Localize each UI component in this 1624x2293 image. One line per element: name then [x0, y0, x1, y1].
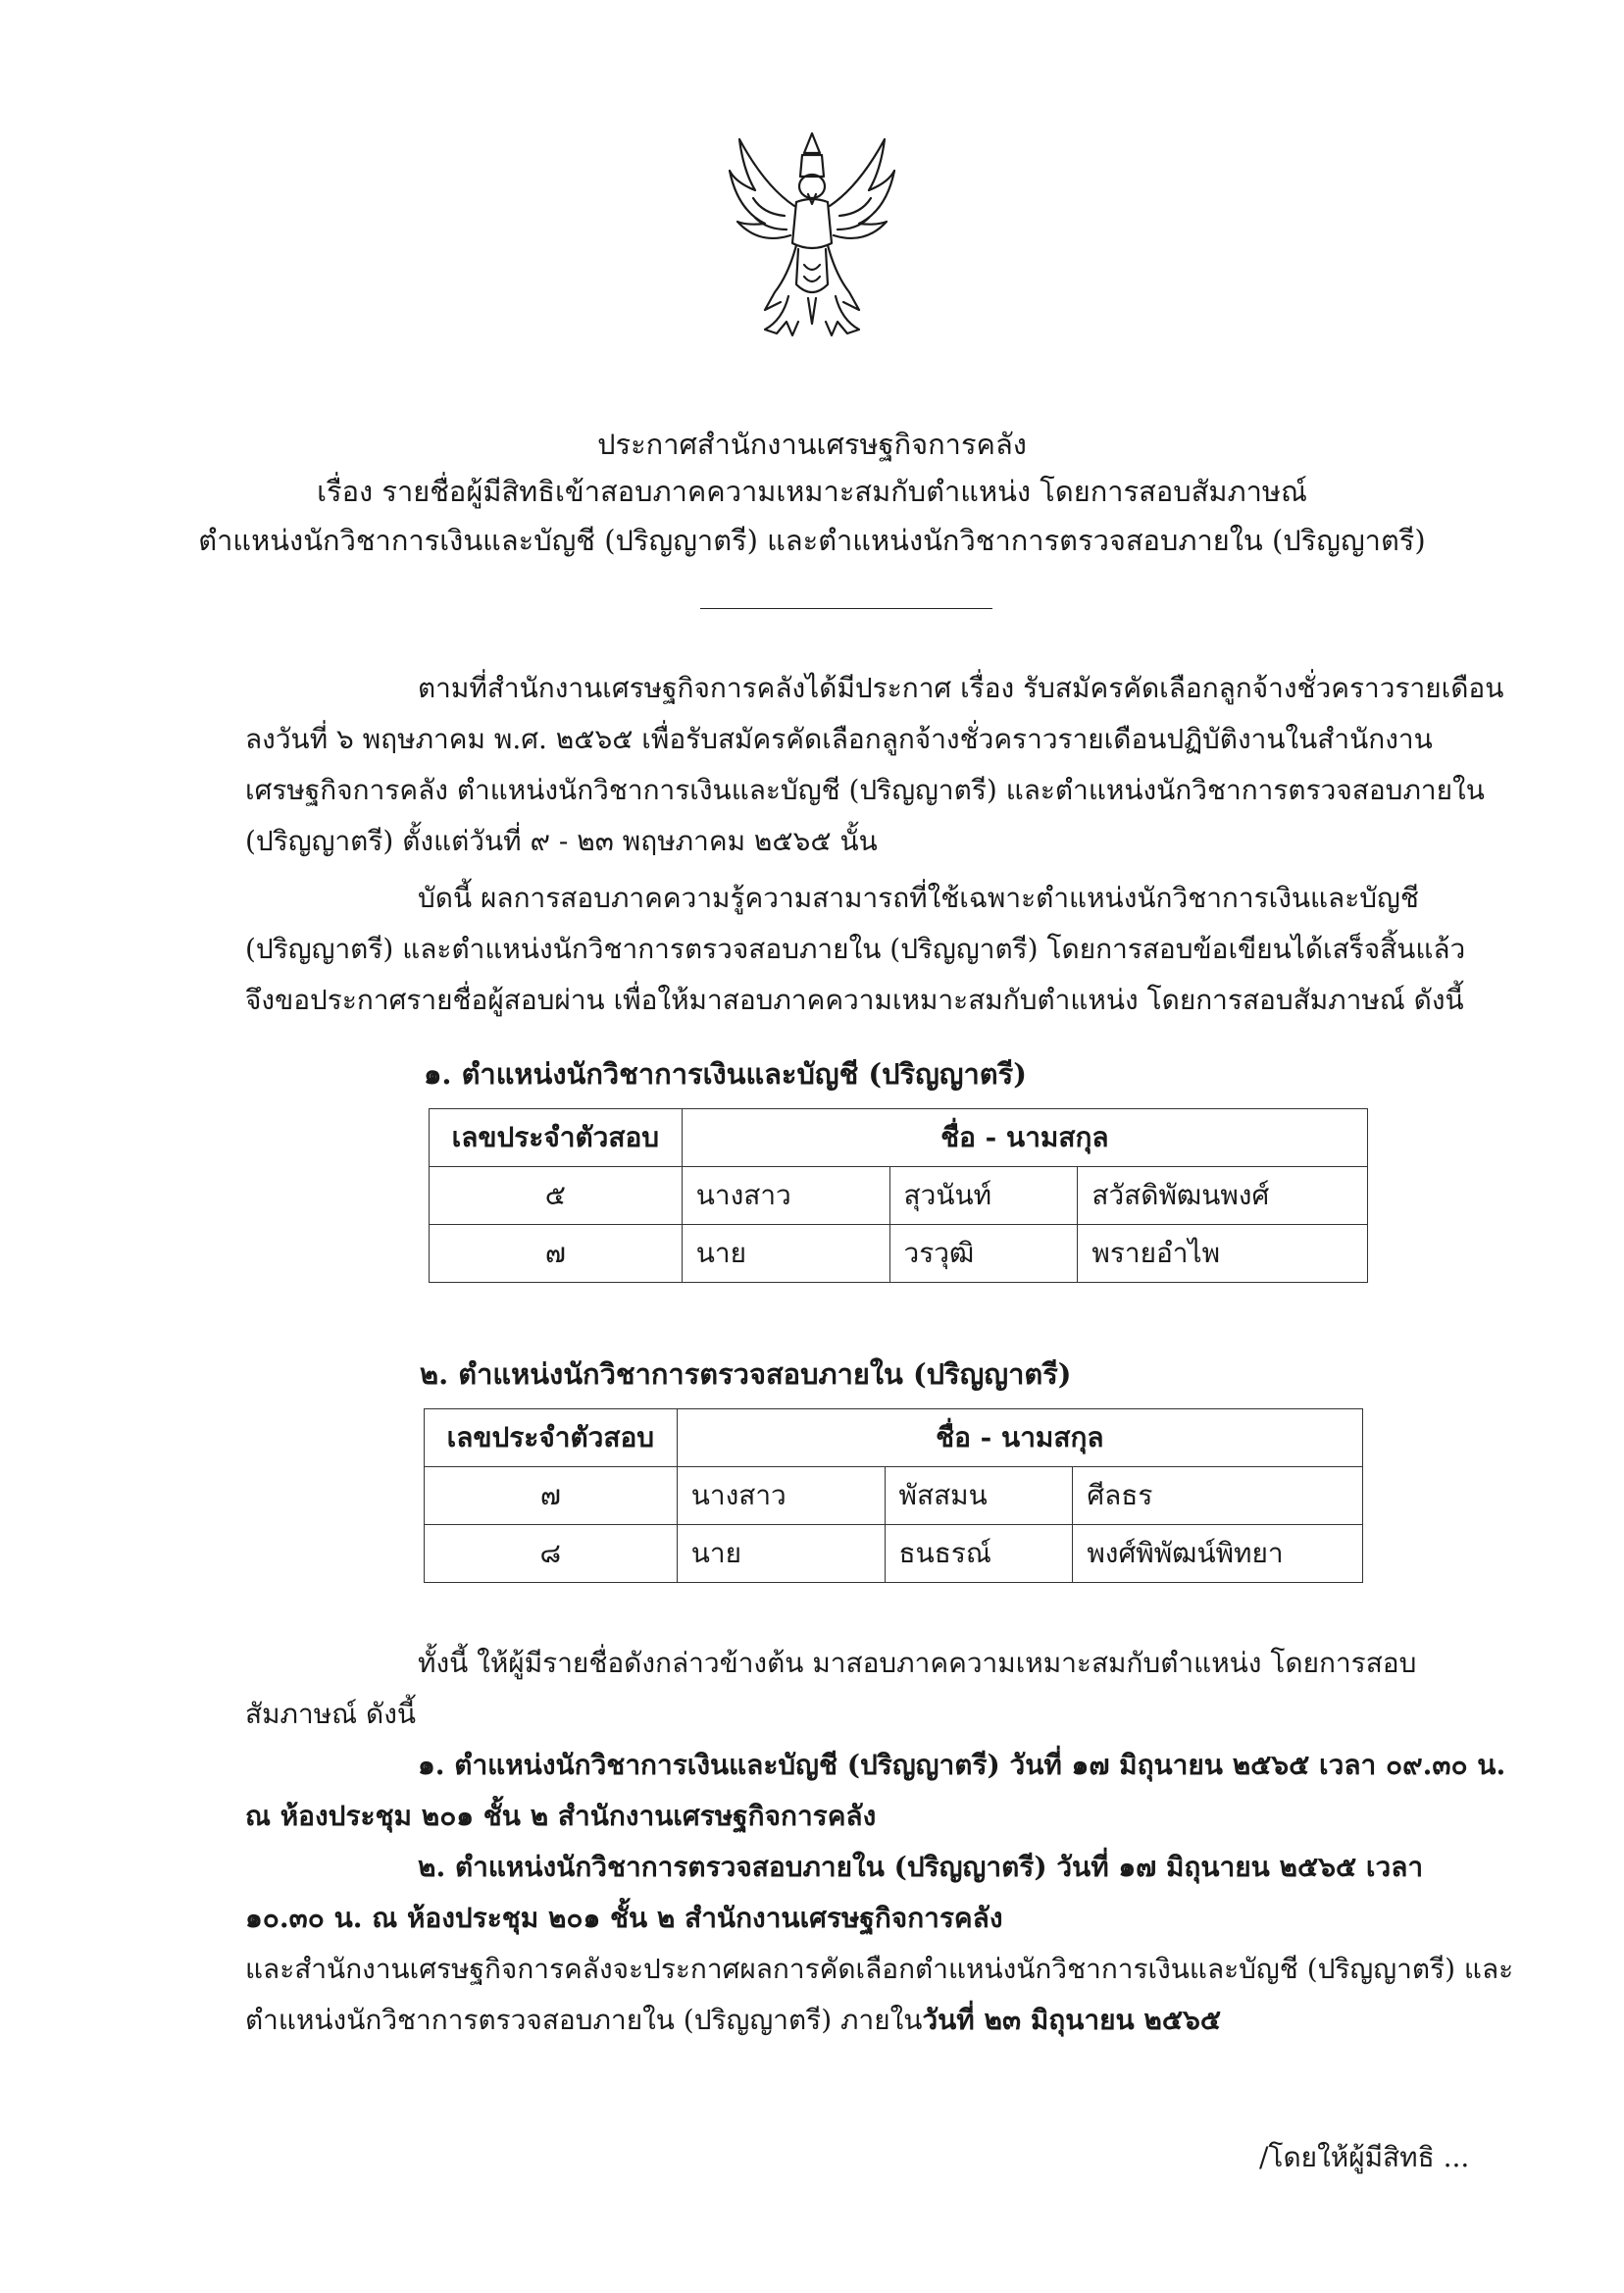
schedule-item-finance: ๑. ตำแหน่งนักวิชาการเงินและบัญชี (ปริญญาตรี) วันที่ ๑๗ มิถุนายน ๒๕๖๕ เวลา ๐๙.๓๐ น.: [418, 1749, 1506, 1781]
candidate-table-audit: [424, 1408, 1363, 1583]
announcement-title: ประกาศสำนักงานเศรษฐกิจการคลัง: [597, 428, 1027, 461]
page-continuation: /โดยให้ผู้มีสิทธิ ...: [1259, 2141, 1470, 2173]
exam-id-cell: ๗: [425, 1467, 678, 1525]
exam-id-cell: ๕: [430, 1167, 683, 1225]
prefix-cell: นาย: [682, 1225, 889, 1283]
exam-id-cell: ๗: [430, 1225, 683, 1283]
table-row: [425, 1467, 1363, 1525]
result-line: จึงขอประกาศรายชื่อผู้สอบผ่าน เพื่อให้มาสอบภาคความเหมาะสมกับตำแหน่ง โดยการสอบสัมภาษณ์ ดังนี้: [245, 984, 1464, 1016]
table-row: [430, 1167, 1368, 1225]
first-name-cell: สุวนันท์: [889, 1167, 1078, 1225]
intro-line: ตามที่สำนักงานเศรษฐกิจการคลังได้มีประกาศ เรื่อง รับสมัครคัดเลือกลูกจ้างชั่วคราวรายเดือน: [418, 672, 1504, 704]
last-name-cell: สวัสดิพัฒนพงศ์: [1078, 1167, 1368, 1225]
exam-id-cell: ๘: [425, 1525, 678, 1583]
prefix-cell: นาย: [677, 1525, 885, 1583]
table-row: [425, 1525, 1363, 1583]
closing-line: และสำนักงานเศรษฐกิจการคลังจะประกาศผลการคัดเลือกตำแหน่งนักวิชาการเงินและบัญชี (ปริญญาตรี) และ: [245, 1953, 1514, 1985]
section-heading-finance: ๑. ตำแหน่งนักวิชาการเงินและบัญชี (ปริญญาตรี): [424, 1057, 1027, 1091]
closing-text: ตำแหน่งนักวิชาการตรวจสอบภายใน (ปริญญาตรี) ภายใน: [245, 2004, 923, 2036]
column-header-exam-id: เลขประจำตัวสอบ: [430, 1109, 683, 1167]
column-header-full-name: ชื่อ - นามสกุล: [682, 1109, 1367, 1167]
last-name-cell: ศีลธร: [1073, 1467, 1363, 1525]
prefix-cell: นางสาว: [677, 1467, 885, 1525]
column-header-full-name: ชื่อ - นามสกุล: [677, 1409, 1362, 1467]
first-name-cell: ธนธรณ์: [885, 1525, 1073, 1583]
table-header-row: [430, 1109, 1368, 1167]
schedule-line: สัมภาษณ์ ดังนี้: [245, 1698, 417, 1730]
schedule-line: ทั้งนี้ ให้ผู้มีรายชื่อดังกล่าวข้างต้น มาสอบภาคความเหมาะสมกับตำแหน่ง โดยการสอบ: [418, 1647, 1417, 1679]
prefix-cell: นางสาว: [682, 1167, 889, 1225]
garuda-emblem-icon: [726, 127, 898, 343]
last-name-cell: พงศ์พิพัฒน์พิทยา: [1073, 1525, 1363, 1583]
result-paragraph: [245, 873, 1466, 1026]
first-name-cell: พัสสมน: [885, 1467, 1073, 1525]
closing-line: [245, 1995, 1461, 2046]
announcement-positions: ตำแหน่งนักวิชาการเงินและบัญชี (ปริญญาตรี) และตำแหน่งนักวิชาการตรวจสอบภายใน (ปริญญาตรี): [198, 524, 1426, 557]
result-line: บัดนี้ ผลการสอบภาคความรู้ความสามารถที่ใช้เฉพาะตำแหน่งนักวิชาการเงินและบัญชี: [418, 882, 1419, 914]
last-name-cell: พรายอำไพ: [1078, 1225, 1368, 1283]
intro-line: เศรษฐกิจการคลัง ตำแหน่งนักวิชาการเงินและบัญชี (ปริญญาตรี) และตำแหน่งนักวิชาการตรวจสอบภายใน: [245, 774, 1485, 806]
candidate-table-finance: [429, 1108, 1368, 1283]
intro-line: ลงวันที่ ๖ พฤษภาคม พ.ศ. ๒๕๖๕ เพื่อรับสมัครคัดเลือกลูกจ้างชั่วคราวรายเดือนปฏิบัติงานในสำนักงาน: [245, 723, 1433, 755]
column-header-exam-id: เลขประจำตัวสอบ: [425, 1409, 678, 1467]
result-date: วันที่ ๒๓ มิถุนายน ๒๕๖๕: [922, 2004, 1222, 2036]
schedule-item-audit: ๒. ตำแหน่งนักวิชาการตรวจสอบภายใน (ปริญญาตรี) วันที่ ๑๗ มิถุนายน ๒๕๖๕ เวลา: [418, 1851, 1424, 1883]
result-line: (ปริญญาตรี) และตำแหน่งนักวิชาการตรวจสอบภายใน (ปริญญาตรี) โดยการสอบข้อเขียนได้เสร็จสิ้นแล้ว: [245, 933, 1466, 965]
schedule-item-audit-venue: ๑๐.๓๐ น. ณ ห้องประชุม ๒๐๑ ชั้น ๒ สำนักงานเศรษฐกิจการคลัง: [245, 1902, 1003, 1934]
table-header-row: [425, 1409, 1363, 1467]
schedule-item-finance-venue: ณ ห้องประชุม ๒๐๑ ชั้น ๒ สำนักงานเศรษฐกิจการคลัง: [245, 1800, 877, 1832]
announcement-subject: เรื่อง รายชื่อผู้มีสิทธิเข้าสอบภาคความเหมาะสมกับตำแหน่ง โดยการสอบสัมภาษณ์: [317, 475, 1307, 508]
title-divider: [700, 608, 992, 609]
section-heading-audit: ๒. ตำแหน่งนักวิชาการตรวจสอบภายใน (ปริญญาตรี): [420, 1357, 1072, 1391]
intro-line: (ปริญญาตรี) ตั้งแต่วันที่ ๙ - ๒๓ พฤษภาคม ๒๕๖๕ นั้น: [245, 825, 878, 857]
schedule-paragraph: [245, 1638, 1514, 2046]
intro-paragraph: [245, 663, 1504, 867]
first-name-cell: วรวุฒิ: [889, 1225, 1078, 1283]
table-row: [430, 1225, 1368, 1283]
